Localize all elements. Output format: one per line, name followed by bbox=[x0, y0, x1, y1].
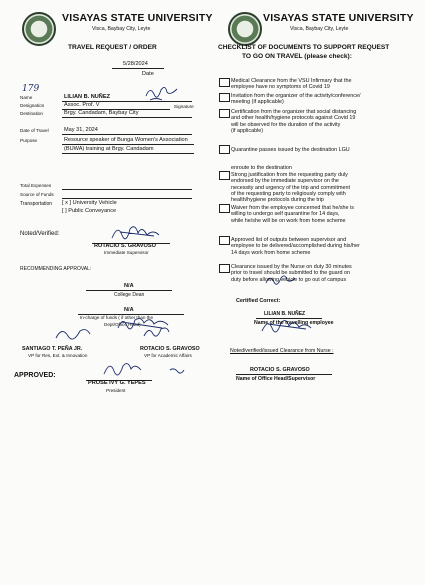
noted-nurse-label: Noted/verified/issued Clearance from Nurse : bbox=[230, 348, 334, 354]
vp-academic-title: VP for Academic Affairs bbox=[144, 353, 192, 358]
field-label-purpose: Purpose bbox=[20, 138, 38, 143]
checklist-item-2: Invitation from the organizer of the activity/conference/ meeting (if applicable) bbox=[231, 93, 361, 106]
checkbox-quarantine-passes[interactable] bbox=[219, 145, 230, 154]
field-value-designation: Assoc. Prof. V bbox=[64, 102, 100, 108]
incharge-line2: Dept/Office Head) bbox=[104, 322, 141, 327]
vp-academic-name: ROTACIO S. GRAVOSO bbox=[140, 346, 200, 352]
signature-label: Signature bbox=[174, 104, 194, 109]
date-value: 5/28/2024 bbox=[123, 61, 148, 67]
university-seal-right bbox=[228, 12, 262, 46]
source-of-funds-label: Source of Funds bbox=[20, 192, 54, 197]
certified-correct-label: Certified Correct: bbox=[236, 298, 281, 304]
signature-vp-research bbox=[56, 330, 90, 340]
checklist-item-3: Certification from the organizer that social distancing and other health/hygiene protocols against Covid 19 will be observed for the duration of the activity (if applicable) bbox=[231, 109, 357, 134]
checkbox-approved-outputs[interactable] bbox=[219, 236, 230, 245]
checklist-item-5: Strong justification from the requesting party duly endorsed by the immediate supervisor on the necessity and urgency of the trip and commitment of the requesting party to religiously comply with health/hygiene protocols during the trip bbox=[231, 172, 350, 204]
checklist-title-line1: CHECKLIST OF DOCUMENTS TO SUPPORT REQUEST bbox=[218, 44, 390, 51]
checklist-item-8: Clearance issued by the Nurse on duty 30 minutes prior to travel should be submitted to the guard on duty before allowing vehicle to go out of campus bbox=[231, 264, 352, 283]
incharge-line1: In-charge of funds ( if other than the bbox=[80, 315, 154, 320]
office-head-name: ROTACIO S. GRAVOSO bbox=[250, 367, 310, 373]
immediate-supervisor-title: Immediate Supervisor bbox=[104, 250, 149, 255]
immediate-supervisor-name: ROTACIO S. GRAVOSO bbox=[94, 243, 156, 249]
university-name-right: VISAYAS STATE UNIVERSITY bbox=[263, 12, 414, 24]
university-name-left: VISAYAS STATE UNIVERSITY bbox=[62, 12, 213, 24]
form-title: TRAVEL REQUEST / ORDER bbox=[68, 44, 157, 51]
checkbox-invitation[interactable] bbox=[219, 93, 230, 102]
transportation-label: Transportation bbox=[20, 201, 53, 207]
field-label-name: Name bbox=[20, 95, 33, 100]
president-title: President bbox=[106, 388, 126, 393]
signature-incharge bbox=[118, 319, 168, 329]
approved-label: APPROVED: bbox=[14, 372, 56, 379]
noted-verified-label: Noted/Verified: bbox=[20, 231, 60, 237]
field-value-name: LILIAN B. NUÑEZ bbox=[64, 94, 110, 100]
enroute-text: enroute to the destination bbox=[231, 165, 292, 171]
president-name: PROSE IVY G. YEPES bbox=[88, 380, 146, 386]
field-value-purpose-2: (BUWA) training at Brgy. Candadam bbox=[64, 146, 154, 152]
signature-applicant bbox=[146, 87, 177, 100]
field-label-destination: Destination bbox=[20, 111, 43, 116]
checkbox-justification[interactable] bbox=[219, 171, 230, 180]
transport-option-university: [ x ] University Vehicle bbox=[62, 200, 117, 206]
field-label-designation: Designation bbox=[20, 103, 45, 108]
handwritten-number: 179 bbox=[22, 84, 40, 94]
checkbox-certification[interactable] bbox=[219, 109, 230, 118]
office-head-caption: Name of Office Head/Supervisor bbox=[236, 376, 316, 382]
field-value-destination: Brgy. Candadam, Baybay City bbox=[64, 110, 139, 116]
employee-name: LILIAN B. NUÑEZ bbox=[264, 311, 306, 317]
university-address-right: Visca, Baybay City, Leyte bbox=[290, 26, 349, 32]
vp-research-title: VP for Res, Ext. & Innovation bbox=[28, 353, 88, 358]
signature-immediate bbox=[112, 227, 159, 239]
checklist-item-4: Quarantine passes issued by the destination LGU bbox=[231, 147, 350, 153]
checklist-title-line2: TO GO ON TRAVEL (please check): bbox=[242, 53, 352, 60]
field-label-date-of-travel: Date of Travel bbox=[20, 128, 49, 133]
signature-vp-academic bbox=[144, 328, 169, 336]
total-expenses-label: Total Expenses bbox=[20, 183, 52, 188]
employee-caption: Name of the travelling employee bbox=[254, 320, 334, 326]
checklist-item-7: Approved list of outputs between supervisor and employee to be delivered/accomplished during his/her 14 days work from home scheme bbox=[231, 237, 360, 256]
checklist-item-1: Medical Clearance from the VSU Infirmary that the employee have no symptoms of Covid 19 bbox=[231, 78, 352, 91]
field-value-purpose-1: Resource speaker of Bunga Women's Association bbox=[64, 137, 188, 143]
checkbox-nurse-clearance[interactable] bbox=[219, 264, 230, 273]
na-dean: N/A bbox=[124, 283, 134, 289]
transport-option-public: [ ] Public Conveyance bbox=[62, 208, 117, 214]
university-address-left: Visca, Baybay City, Leyte bbox=[92, 26, 151, 32]
date-label: Date bbox=[142, 71, 154, 77]
college-dean-label: College Dean bbox=[114, 292, 145, 298]
checkbox-waiver[interactable] bbox=[219, 204, 230, 213]
vp-research-name: SANTIAGO T. PEÑA JR. bbox=[22, 346, 83, 352]
signature-president bbox=[104, 364, 184, 375]
field-value-date-of-travel: May 31, 2024 bbox=[64, 127, 98, 133]
na-incharge: N/A bbox=[124, 307, 134, 313]
checklist-item-6: Waiver from the employee concerned that he/she is willing to undergo self quarantine for 14 days, while he/she will be on work from home scheme bbox=[231, 205, 354, 224]
checkbox-medical-clearance[interactable] bbox=[219, 78, 230, 87]
recommending-approval-label: RECOMMENDING APPROVAL: bbox=[20, 266, 92, 272]
